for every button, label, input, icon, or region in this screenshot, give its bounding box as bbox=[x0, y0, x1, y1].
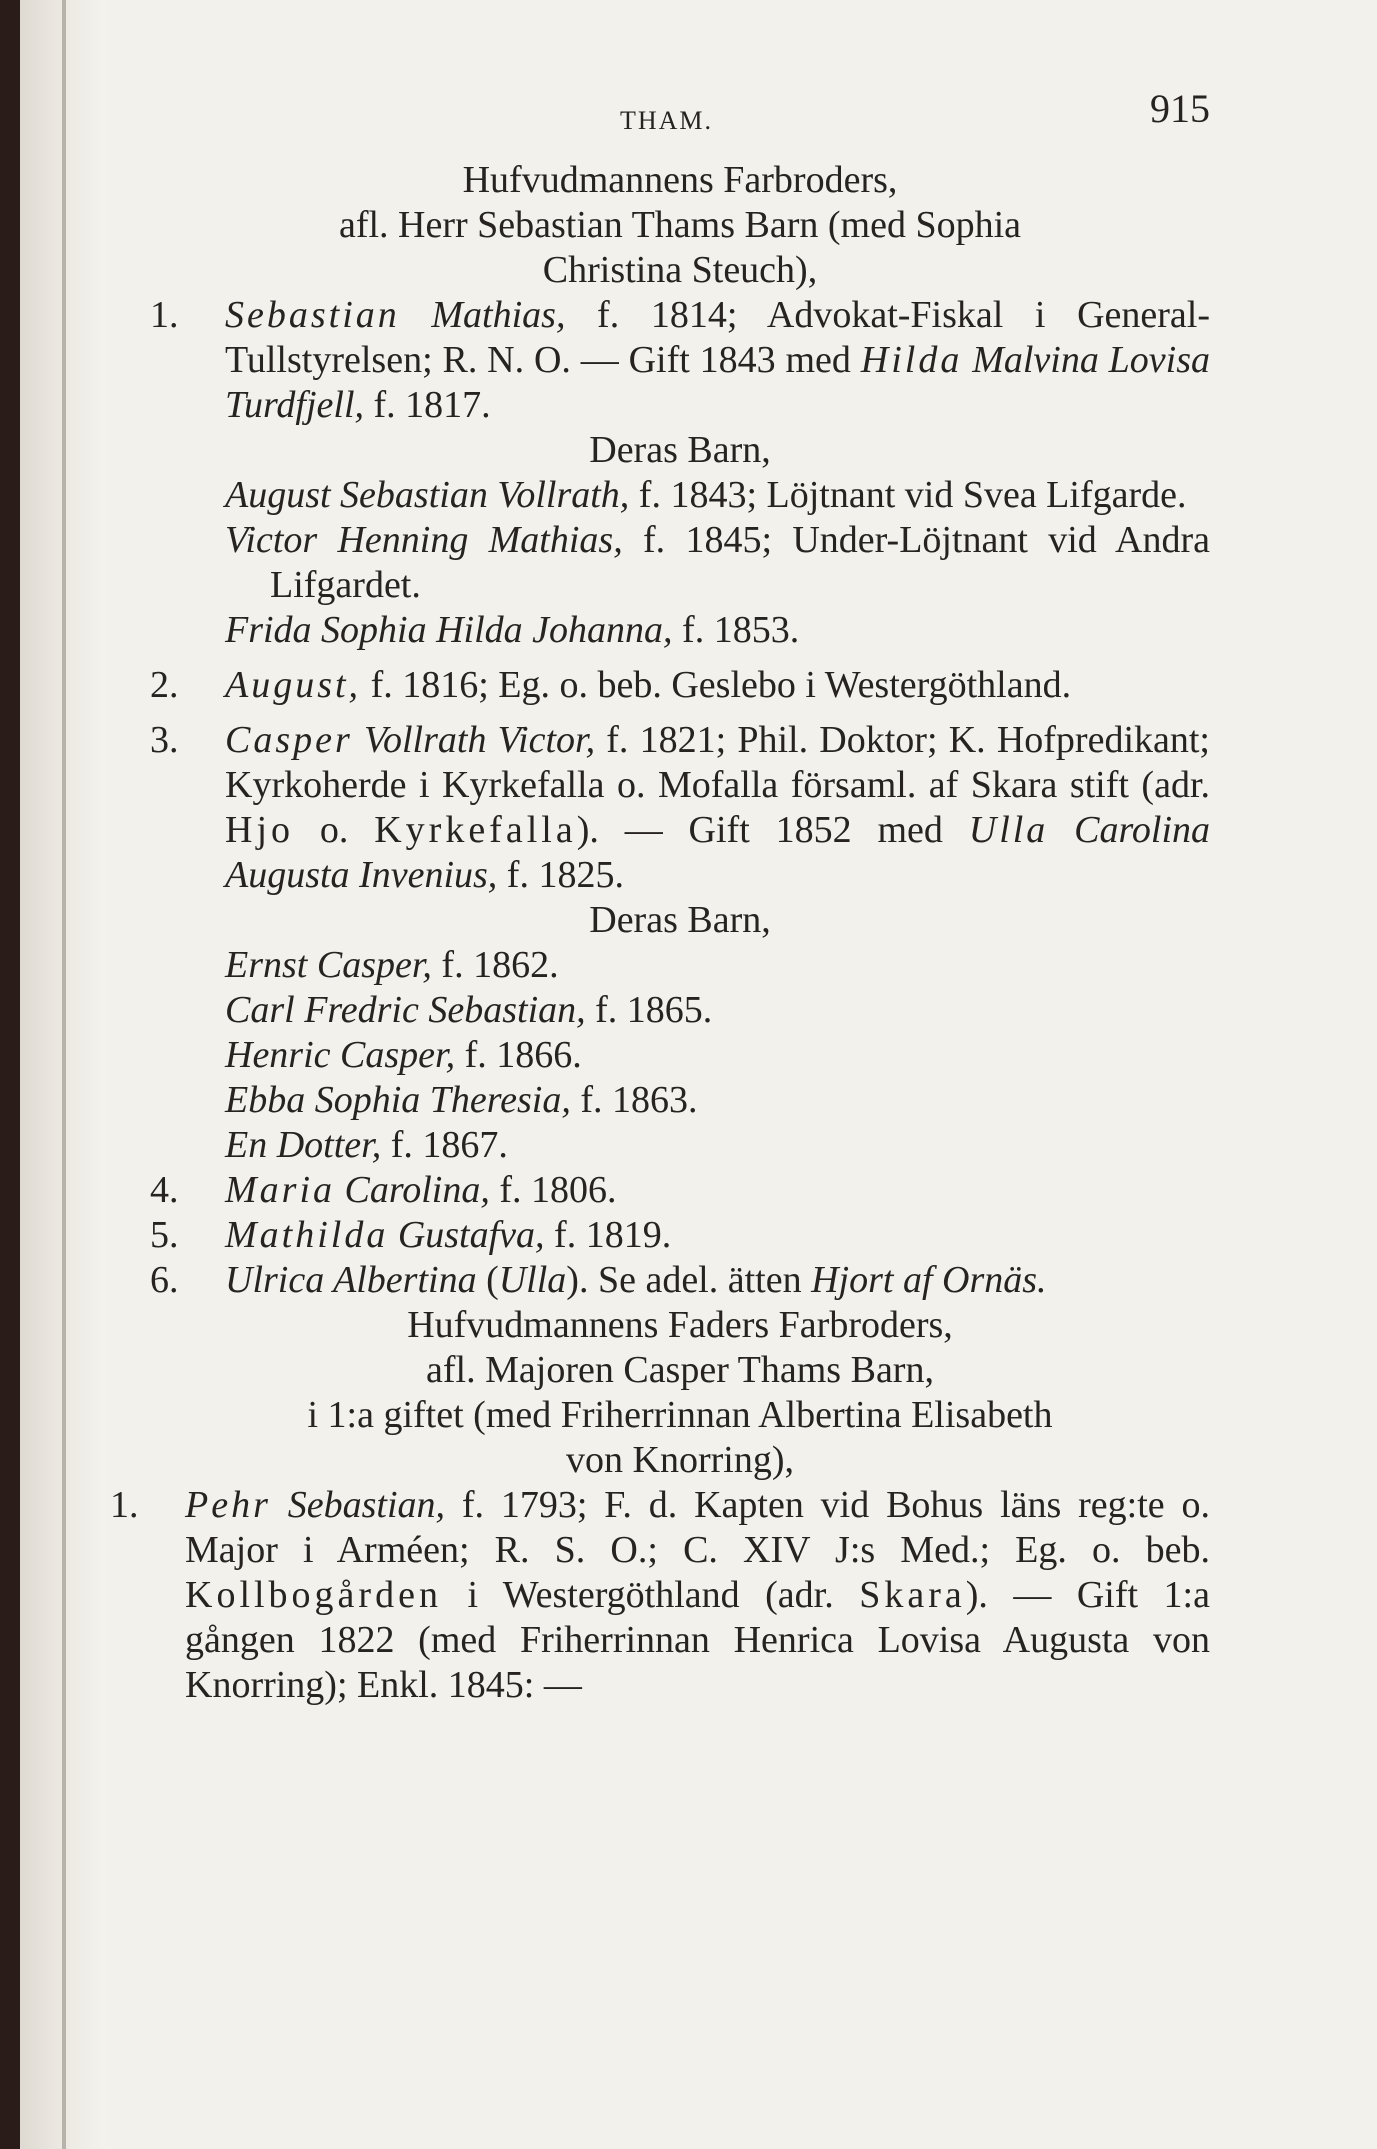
child-entry: Henric Casper, f. 1866. bbox=[225, 1034, 582, 1076]
entry-casper-vollrath: 3. Casper Vollrath Victor, f. 1821; Phil. Doktor; K. Hofpredikant; Kyrkoherde i Kyrkefalla o. Mofalla församl. af Skara stift (adr. Hjo o. Kyrkefalla). — Gift 1852 med Ulla Carolina Augusta Invenius, f. 1825. bbox=[150, 719, 1211, 896]
section-heading-2 bbox=[150, 1303, 1210, 1483]
gutter-fold bbox=[62, 0, 66, 2149]
running-head bbox=[150, 80, 1210, 140]
heading-line: Christina Steuch), bbox=[542, 249, 818, 291]
child-entry: En Dotter, f. 1867. bbox=[225, 1124, 508, 1166]
child-entry: Ebba Sophia Theresia, f. 1863. bbox=[225, 1079, 698, 1121]
entry-sebastian-mathias: 1. Sebastian Mathias, f. 1814; Advokat-Fiskal i General-Tullstyrelsen; R. N. O. — Gift 1843 med Hilda Malvina Lovisa Turdfjell, f. 1817. bbox=[150, 294, 1211, 426]
child-entry: Ernst Casper, f. 1862. bbox=[225, 944, 559, 986]
entry-august: 2. August, f. 1816; Eg. o. beb. Geslebo i Westergöthland. bbox=[150, 664, 1072, 706]
entry-mathilda-gustafva: 5. Mathilda Gustafva, f. 1819. bbox=[150, 1214, 672, 1256]
page-number: 915 bbox=[1150, 86, 1210, 131]
child-entry: Frida Sophia Hilda Johanna, f. 1853. bbox=[225, 609, 800, 651]
child-entry: Carl Fredric Sebastian, f. 1865. bbox=[225, 989, 713, 1031]
heading-line: Hufvudmannens Farbroders, bbox=[462, 159, 898, 201]
entry-ulrica-albertina: 6. Ulrica Albertina (Ulla). Se adel. ätten Hjort af Ornäs. bbox=[150, 1259, 1047, 1301]
deras-barn-heading: Deras Barn, bbox=[589, 899, 771, 941]
heading-line: i 1:a giftet (med Friherrinnan Albertina Elisabeth bbox=[307, 1394, 1053, 1436]
heading-line: von Knorring), bbox=[566, 1439, 794, 1481]
child-entry: August Sebastian Vollrath, f. 1843; Löjtnant vid Svea Lifgarde. bbox=[225, 474, 1187, 516]
heading-line: afl. Majoren Casper Thams Barn, bbox=[426, 1349, 934, 1391]
child-entry: Victor Henning Mathias, f. 1845; Under-Löjtnant vid Andra Lifgardet. bbox=[225, 519, 1210, 606]
entry-name: Sebastian bbox=[225, 294, 400, 336]
running-head-title: THAM. bbox=[620, 106, 714, 135]
heading-line: Hufvudmannens Faders Farbroders, bbox=[407, 1304, 953, 1346]
entry-maria-carolina: 4. Maria Carolina, f. 1806. bbox=[150, 1169, 617, 1211]
heading-line: afl. Herr Sebastian Thams Barn (med Sophia bbox=[338, 204, 1022, 246]
deras-barn-heading: Deras Barn, bbox=[589, 429, 771, 471]
section-heading-1 bbox=[150, 158, 1210, 293]
entry-pehr-sebastian: 1. Pehr Sebastian, f. 1793; F. d. Kapten vid Bohus läns reg:te o. Major i Arméen; R. S. O.; C. XIV J:s Med.; Eg. o. beb. Kollbogården i Westergöthland (adr. Skara). — Gift 1:a gången 1822 (med Friherrinnan Henrica Lovisa Augusta von Knorring); Enkl. 1845: — bbox=[110, 1484, 1210, 1706]
page-content bbox=[110, 80, 1211, 1708]
